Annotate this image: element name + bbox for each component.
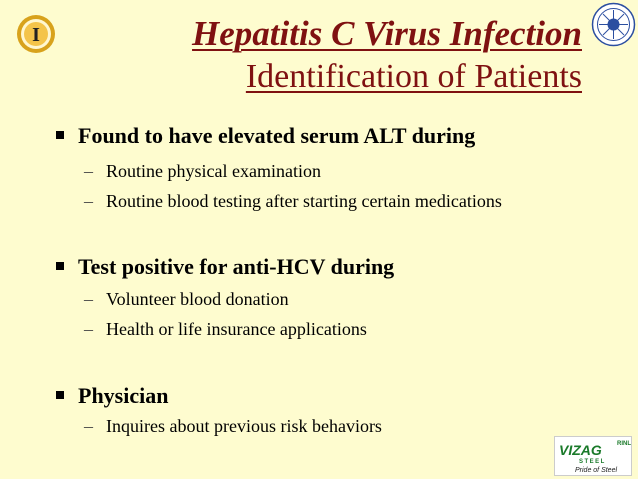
sub-bullet-dash-icon: – [84,191,93,211]
institution-logo-letter: I [32,24,40,46]
brand-logo-icon [555,437,631,475]
brand-tag-text: Pride of Steel [575,467,618,474]
brand-corner-text: RINL [617,441,631,447]
bullet-square-icon [56,262,64,270]
slide-title-main: Hepatitis C Virus Infection [192,14,582,53]
institution-logo-icon [16,14,56,54]
sub-bullet-item: Routine physical examination [106,161,321,181]
slide-title [192,16,582,94]
seal-icon [591,2,636,47]
sub-bullet-dash-icon: – [84,416,93,436]
brand-logo [554,436,632,476]
sub-bullet-item: Volunteer blood donation [106,289,289,309]
sub-bullet-item: Inquires about previous risk behaviors [106,416,382,436]
bullet-heading: Test positive for anti-HCV during [78,254,395,279]
sub-bullet-dash-icon: – [84,319,93,339]
sub-bullet-dash-icon: – [84,161,93,181]
brand-name-text: VIZAG [559,442,602,458]
bullet-heading: Found to have elevated serum ALT during [78,123,476,148]
bullet-heading: Physician [78,383,169,408]
slide-title-sub: Identification of Patients [245,58,582,95]
brand-sub-text: STEEL [579,459,606,465]
bullet-square-icon [56,391,64,399]
sub-bullet-dash-icon: – [84,289,93,309]
sub-bullet-item: Routine blood testing after starting certain medications [106,191,502,211]
sub-bullet-item: Health or life insurance applications [106,319,367,339]
bullet-square-icon [56,131,64,139]
